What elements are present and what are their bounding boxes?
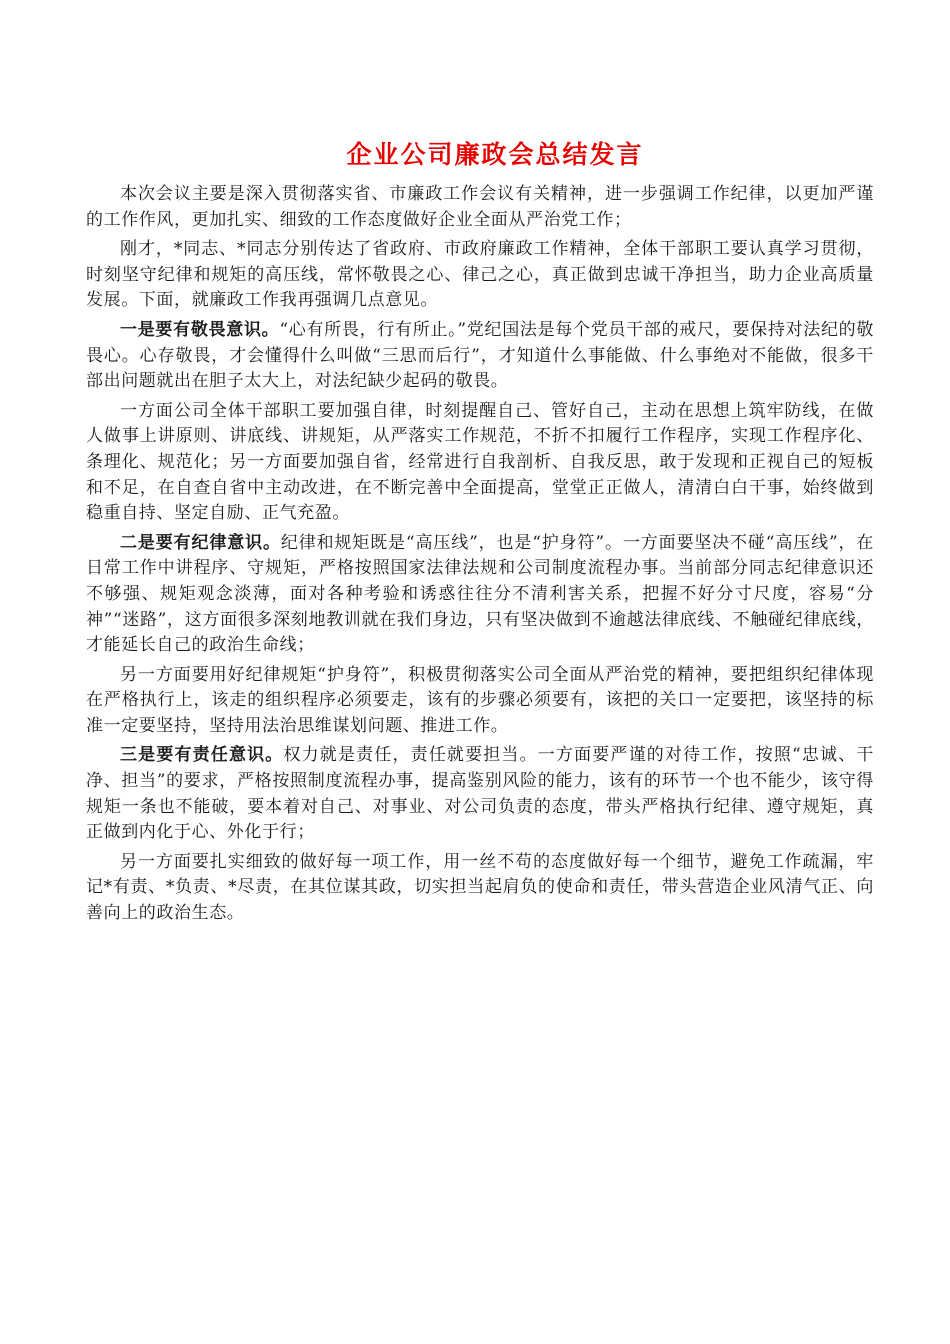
paragraph-3	[86, 318, 874, 395]
paragraph-2-text: 刚才，*同志、*同志分别传达了省政府、市政府廉政工作精神，全体干部职工要认真学习贯彻，时刻坚守纪律和规矩的高压线，常怀敬畏之心、律己之心，真正做到忠诚干净担当，助力企业高质量发展。下面，就廉政工作我再强调几点意见。	[86, 239, 874, 311]
paragraph-7	[86, 743, 874, 845]
paragraph-5-lead: 二是要有纪律意识。	[120, 532, 281, 553]
paragraph-5-text: 纪律和规矩既是“高压线”，也是“护身符”。一方面要坚决不碰“高压线”，在日常工作中讲程序、守规矩，严格按照国家法律法规和公司制度流程办事。当前部分同志纪律意识还不够强、规矩观念淡薄，面对各种考验和诱惑往往分不清利害关系，把握不好分寸尺度，容易“分神”“迷路”，这方面很多深刻地教训就在我们身边，只有坚决做到不逾越法律底线、不触碰纪律底线，才能延长自己的政治生命线；	[86, 532, 874, 656]
paragraph-4-text: 一方面公司全体干部职工要加强自律，时刻提醒自己、管好自己，主动在思想上筑牢防线，在做人做事上讲原则、讲底线、讲规矩，从严落实工作规范，不折不扣履行工作程序，实现工作程序化、条理化、规范化；另一方面要加强自省，经常进行自我剖析、自我反思，敢于发现和正视自己的短板和不足，在自查自省中主动改进，在不断完善中全面提高，堂堂正正做人，清清白白干事，始终做到稳重自持、坚定自励、正气充盈。	[86, 400, 874, 524]
paragraph-7-lead: 三是要有责任意识。	[120, 745, 284, 766]
document-page	[86, 138, 874, 931]
paragraph-1	[86, 182, 874, 233]
paragraph-6-text: 另一方面要用好纪律规矩“护身符”，积极贯彻落实公司全面从严治党的精神，要把组织纪律体现在严格执行上，该走的组织程序必须要走，该有的步骤必须要有，该把的关口一定要把，该坚持的标准一定要坚持，坚持用法治思维谋划问题、推进工作。	[86, 664, 874, 736]
paragraph-5	[86, 531, 874, 659]
paragraph-7-text: 权力就是责任，责任就要担当。一方面要严谨的对待工作，按照“忠诚、干净、担当”的要求，严格按照制度流程办事，提高鉴别风险的能力，该有的环节一个也不能少，该守得规矩一条也不能破，要本着对自己、对事业、对公司负责的态度，带头严格执行纪律、遵守规矩，真正做到内化于心、外化于行；	[86, 745, 874, 843]
document-title: 企业公司廉政会总结发言	[346, 140, 644, 169]
paragraph-3-lead: 一是要有敬畏意识。	[120, 319, 280, 340]
paragraph-4	[86, 399, 874, 527]
paragraph-2	[86, 237, 874, 314]
paragraph-8	[86, 850, 874, 927]
paragraph-3-text: “心有所畏，行有所止。”党纪国法是每个党员干部的戒尺，要保持对法纪的敬畏心。心存敬畏，才会懂得什么叫做“三思而后行”，才知道什么事能做、什么事绝对不能做，很多干部出问题就出在胆子太大上，对法纪缺少起码的敬畏。	[86, 319, 874, 392]
paragraph-1-text: 本次会议主要是深入贯彻落实省、市廉政工作会议有关精神，进一步强调工作纪律，以更加严谨的工作作风，更加扎实、细致的工作态度做好企业全面从严治党工作；	[86, 184, 874, 230]
paragraph-8-text: 另一方面要扎实细致的做好每一项工作，用一丝不苟的态度做好每一个细节，避免工作疏漏，牢记*有责、*负责、*尽责，在其位谋其政，切实担当起肩负的使命和责任，带头营造企业风清气正、向善向上的政治生态。	[86, 851, 874, 924]
paragraph-6	[86, 663, 874, 740]
